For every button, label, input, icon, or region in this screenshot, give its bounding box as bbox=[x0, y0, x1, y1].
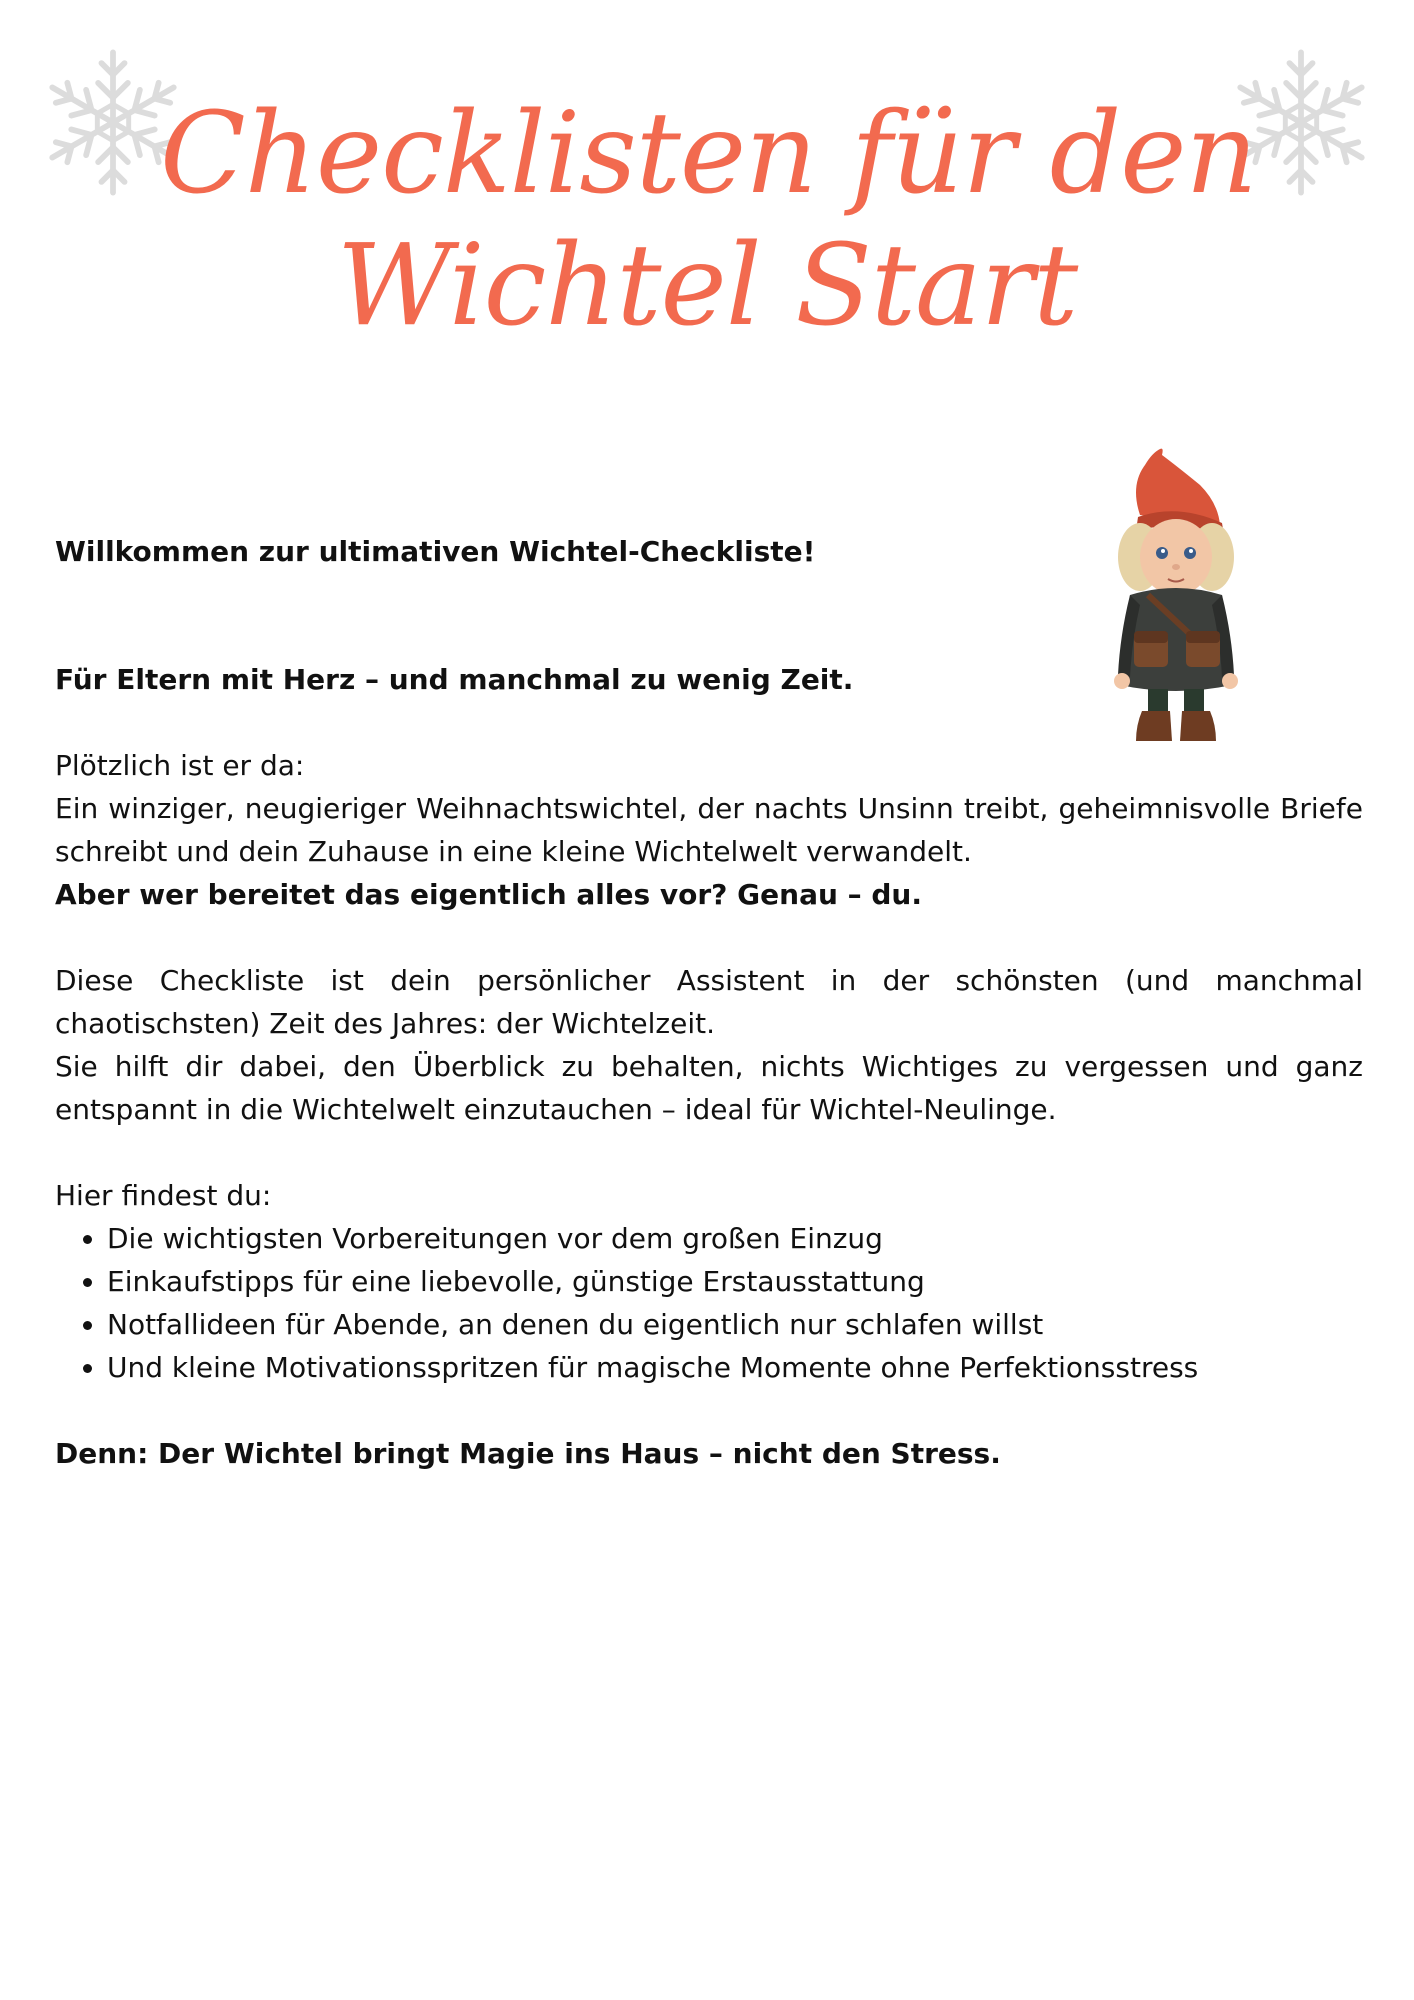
question-line: Aber wer bereitet das eigentlich alles vor? Genau – du. bbox=[55, 878, 923, 911]
page-title bbox=[160, 88, 1257, 352]
list-intro: Hier findest du: bbox=[55, 1179, 272, 1212]
list-item: • Und kleine Motivationsspritzen für magische Momente ohne Perfektionsstress bbox=[107, 1346, 1363, 1389]
title-line-1: Checklisten für den bbox=[160, 89, 1257, 219]
paragraph-overview: Sie hilft dir dabei, den Überblick zu behalten, nichts Wichtiges zu vergessen und ganz entspannt in die Wichtelwelt einzutauchen – ideal für Wichtel-Neulinge. bbox=[55, 1050, 1363, 1126]
list-item: • Die wichtigsten Vorbereitungen vor dem großen Einzug bbox=[107, 1217, 1363, 1260]
list-item: • Notfallideen für Abende, an denen du eigentlich nur schlafen willst bbox=[107, 1303, 1363, 1346]
paragraph-assistant: Diese Checkliste ist dein persönlicher Assistent in der schönsten (und manchmal chaotischsten) Zeit des Jahres: der Wichtelzeit. bbox=[55, 964, 1363, 1040]
list-item: • Einkaufstipps für eine liebevolle, günstige Erstausstattung bbox=[107, 1260, 1363, 1303]
welcome-heading: Willkommen zur ultimativen Wichtel-Checkliste! bbox=[55, 535, 816, 568]
intro-content bbox=[55, 530, 1363, 1475]
intro-body: Ein winziger, neugieriger Weihnachtswichtel, der nachts Unsinn treibt, geheimnisvolle Briefe schreibt und dein Zuhause in eine kleine Wichtelwelt verwandelt. bbox=[55, 792, 1363, 868]
tips-list bbox=[55, 1217, 1363, 1389]
closing-line: Denn: Der Wichtel bringt Magie ins Haus – nicht den Stress. bbox=[55, 1437, 1001, 1470]
title-line-2: Wichtel Start bbox=[336, 221, 1078, 351]
subtitle: Für Eltern mit Herz – und manchmal zu wenig Zeit. bbox=[55, 663, 854, 696]
intro-lead: Plötzlich ist er da: bbox=[55, 749, 305, 782]
